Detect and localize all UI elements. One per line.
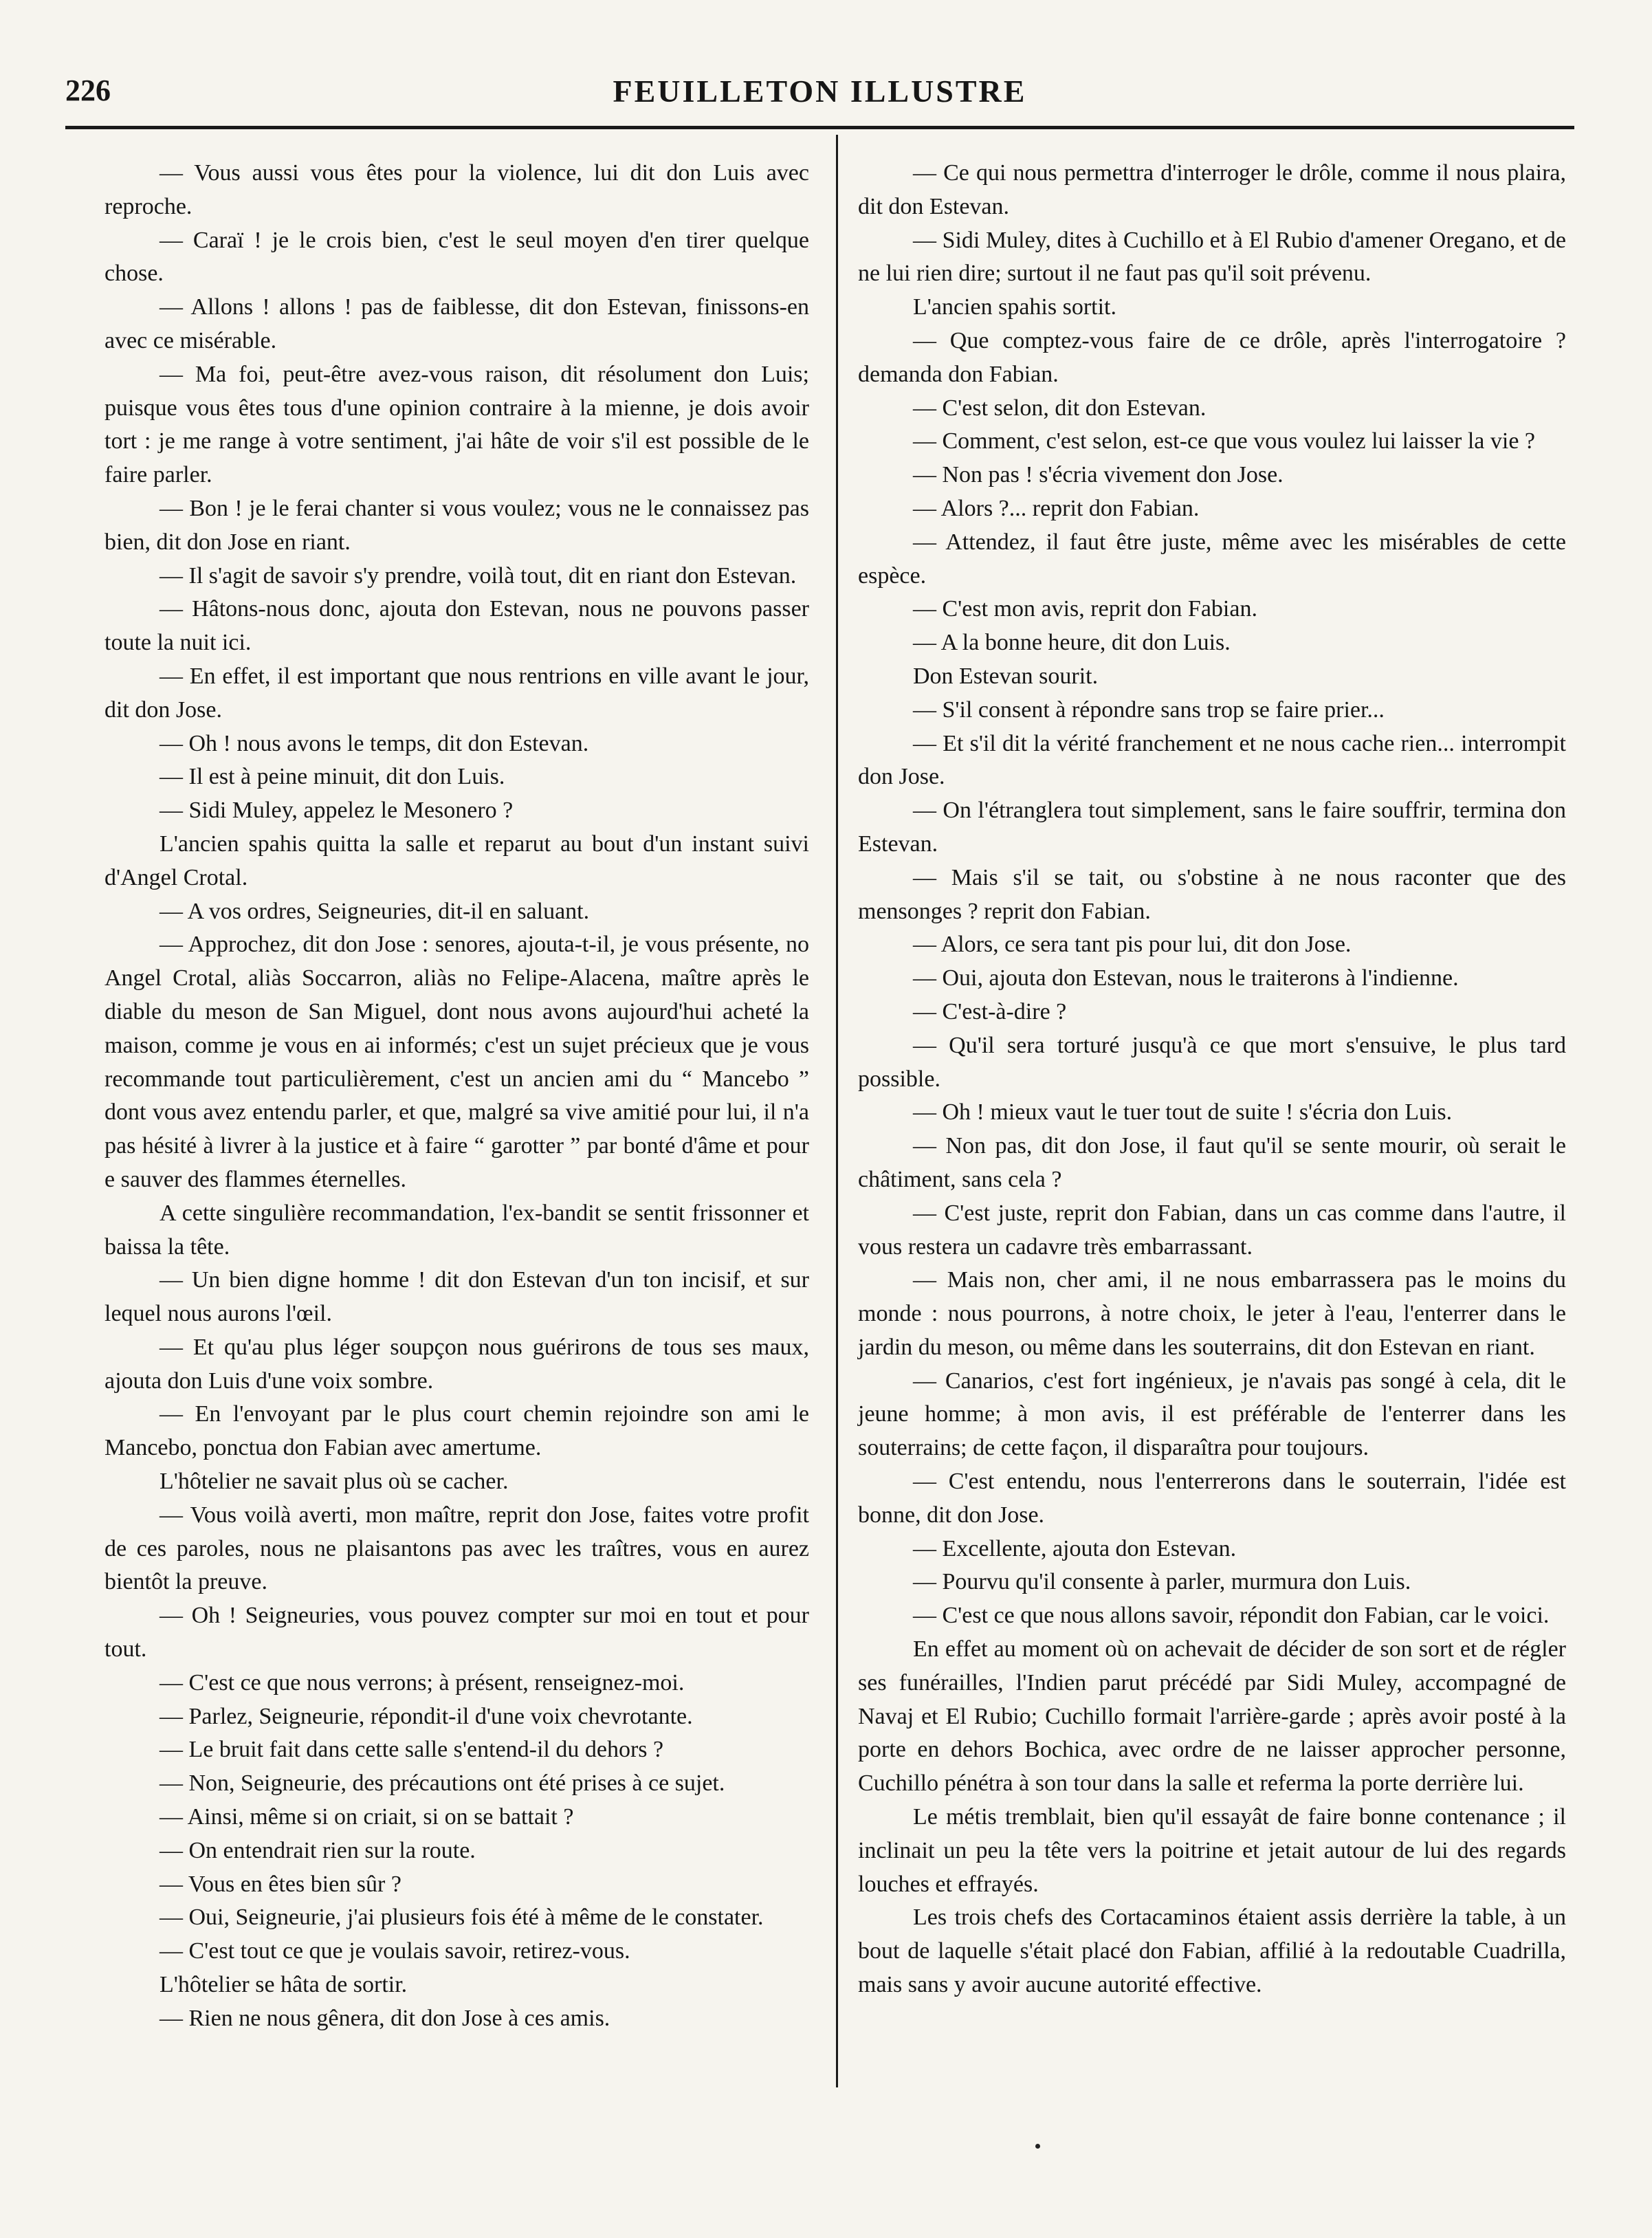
paragraph: L'ancien spahis quitta la salle et reparut au bout d'un instant suivi d'Angel Crotal. — [104, 831, 809, 890]
paragraph: A cette singulière recommandation, l'ex-bandit se sentit frissonner et baissa la tête. — [104, 1200, 809, 1260]
paragraph: — Oh ! nous avons le temps, dit don Estevan. — [159, 730, 589, 756]
paragraph: — A vos ordres, Seigneuries, dit-il en saluant. — [159, 898, 590, 924]
paragraph: — Non pas, dit don Jose, il faut qu'il se sente mourir, où serait le châtiment, sans cela ? — [858, 1133, 1566, 1192]
paragraph: — C'est ce que nous verrons; à présent, renseignez-moi. — [159, 1669, 685, 1696]
paragraph: — Excellente, ajouta don Estevan. — [913, 1535, 1237, 1561]
paragraph: — Et qu'au plus léger soupçon nous guérirons de tous ses maux, ajouta don Luis d'une voix sombre. — [104, 1334, 809, 1394]
paragraph: — Approchez, dit don Jose : senores, ajouta-t-il, je vous présente, no Angel Crotal, aliàs Soccarron, aliàs no Felipe-Alacena, maître après le diable du meson de San Miguel, dont nous avons aujourd'hui acheté la maison, comme je vous en ai informés; c'est un sujet précieux que je vous recommande tout particulièrement, c'est un ancien ami du “ Mancebo ” dont vous avez entendu parler, et que, malgré sa vive amitié pour lui, il n'a pas hésité à livrer à la justice et à faire “ garotter ” par bonté d'âme et pour e sauver des flammes éternelles. — [104, 932, 809, 1192]
paragraph: — Qu'il sera torturé jusqu'à ce que mort s'ensuive, le plus tard possible. — [858, 1032, 1566, 1092]
paragraph: — Hâtons-nous donc, ajouta don Estevan, nous ne pouvons passer toute la nuit ici. — [104, 596, 809, 656]
paragraph: — C'est selon, dit don Estevan. — [913, 395, 1207, 421]
left-column — [104, 157, 809, 2036]
paragraph: Le métis tremblait, bien qu'il essayât de faire bonne contenance ; il inclinait un peu la tête vers la poitrine et jetait autour de lui des regards louches et effrayés. — [858, 1804, 1566, 1897]
paragraph: — C'est mon avis, reprit don Fabian. — [913, 596, 1257, 622]
paragraph: — Il s'agit de savoir s'y prendre, voilà tout, dit en riant don Estevan. — [159, 562, 797, 589]
paragraph: — Non pas ! s'écria vivement don Jose. — [913, 462, 1284, 488]
paragraph: — Un bien digne homme ! dit don Estevan d'un ton incisif, et sur lequel nous aurons l'œil. — [104, 1267, 809, 1327]
paragraph: — Allons ! allons ! pas de faiblesse, dit don Estevan, finissons-en avec ce misérable. — [104, 294, 809, 353]
paragraph: — Alors, ce sera tant pis pour lui, dit don Jose. — [913, 932, 1352, 958]
right-column — [858, 157, 1566, 2002]
paragraph: — Attendez, il faut être juste, même avec les misérables de cette espèce. — [858, 529, 1566, 589]
paragraph: L'hôtelier se hâta de sortir. — [159, 1972, 408, 1998]
paragraph: — Oui, ajouta don Estevan, nous le traiterons à l'indienne. — [913, 965, 1459, 991]
paragraph: — Oui, Seigneurie, j'ai plusieurs fois été à même de le constater. — [159, 1905, 764, 1931]
paragraph: — Oh ! Seigneuries, vous pouvez compter sur moi en tout et pour tout. — [104, 1603, 809, 1663]
paragraph: — Il est à peine minuit, dit don Luis. — [159, 764, 505, 790]
paragraph: — C'est tout ce que je voulais savoir, retirez-vous. — [159, 1938, 630, 1964]
paragraph: — Mais s'il se tait, ou s'obstine à ne nous raconter que des mensonges ? reprit don Fabian. — [858, 864, 1566, 924]
paragraph: — C'est-à-dire ? — [913, 998, 1067, 1024]
paragraph: — Canarios, c'est fort ingénieux, je n'avais pas songé à cela, dit le jeune homme; à mon avis, il est préférable de l'enterrer dans les souterrains; de cette façon, il disparaîtra pour toujours. — [858, 1368, 1566, 1461]
paragraph: — En effet, il est important que nous rentrions en ville avant le jour, dit don Jose. — [104, 663, 809, 723]
paragraph: — En l'envoyant par le plus court chemin rejoindre son ami le Mancebo, ponctua don Fabian avec amertume. — [104, 1401, 809, 1461]
paragraph: — Alors ?... reprit don Fabian. — [913, 495, 1200, 521]
paragraph: — Oh ! mieux vaut le tuer tout de suite ! s'écria don Luis. — [913, 1099, 1453, 1126]
paragraph: — C'est ce que nous allons savoir, répondit don Fabian, car le voici. — [913, 1603, 1550, 1629]
paragraph: — Bon ! je le ferai chanter si vous voulez; vous ne le connaissez pas bien, dit don Jose en riant. — [104, 495, 809, 555]
page-number: 226 — [65, 74, 111, 107]
paragraph: — Vous voilà averti, mon maître, reprit don Jose, faites votre profit de ces paroles, nous ne plaisantons pas avec les traîtres, vous en aurez bientôt la preuve. — [104, 1502, 809, 1595]
paragraph: En effet au moment où on achevait de décider de son sort et de régler ses funérailles, l'Indien parut précédé par Sidi Muley, accompagné de Navaj et El Rubio; Cuchillo formait l'arrière-garde ; après avoir posté à la porte en dehors Bochica, avec ordre de ne laisser approcher personne, Cuchillo pénétra à son tour dans la salle et referma la porte derrière lui. — [858, 1636, 1566, 1797]
column-divider — [836, 135, 838, 2087]
header-rule — [65, 126, 1574, 129]
paragraph: — A la bonne heure, dit don Luis. — [913, 630, 1231, 656]
paragraph: — On l'étranglera tout simplement, sans le faire souffrir, termina don Estevan. — [858, 798, 1566, 857]
paragraph: — S'il consent à répondre sans trop se faire prier... — [913, 696, 1385, 723]
paragraph: — Caraï ! je le crois bien, c'est le seul moyen d'en tirer quelque chose. — [104, 227, 809, 287]
paragraph: — Mais non, cher ami, il ne nous embarrassera pas le moins du monde : nous pourrons, à notre choix, le jeter à l'eau, l'enterrer dans le jardin du meson, ou même dans les souterrains, dit don Estevan en riant. — [858, 1267, 1566, 1360]
paragraph: — On entendrait rien sur la route. — [159, 1837, 476, 1863]
paragraph: — Sidi Muley, dites à Cuchillo et à El Rubio d'amener Oregano, et de ne lui rien dire; surtout il ne faut pas qu'il soit prévenu. — [858, 227, 1566, 287]
paragraph: — C'est juste, reprit don Fabian, dans un cas comme dans l'autre, il vous restera un cadavre très embarrassant. — [858, 1200, 1566, 1260]
paragraph: Les trois chefs des Cortacaminos étaient assis derrière la table, à un bout de laquelle s'était placé don Fabian, affilié à la redoutable Cuadrilla, mais sans y avoir aucune autorité effective. — [858, 1905, 1566, 1998]
paragraph: L'ancien spahis sortit. — [913, 294, 1117, 320]
page-header — [65, 69, 1574, 120]
paragraph: — C'est entendu, nous l'enterrerons dans le souterrain, l'idée est bonne, dit don Jose. — [858, 1469, 1566, 1528]
paragraph: — Rien ne nous gênera, dit don Jose à ces amis. — [159, 2005, 610, 2031]
paragraph: — Ma foi, peut-être avez-vous raison, dit résolument don Luis; puisque vous êtes tous d'une opinion contraire à la mienne, je dois avoir tort : je me range à votre sentiment, j'ai hâte de voir s'il est possible de le faire parler. — [104, 361, 809, 488]
paragraph: — Vous aussi vous êtes pour la violence, lui dit don Luis avec reproche. — [104, 160, 809, 219]
running-title: FEUILLETON ILLUSTRE — [613, 74, 1027, 109]
paragraph: — Le bruit fait dans cette salle s'entend-il du dehors ? — [159, 1737, 664, 1763]
paragraph: — Non, Seigneurie, des précautions ont été prises à ce sujet. — [159, 1770, 725, 1797]
paragraph: — Sidi Muley, appelez le Mesonero ? — [159, 798, 514, 824]
paragraph: — Comment, c'est selon, est-ce que vous voulez lui laisser la vie ? — [913, 428, 1536, 454]
paragraph: — Ce qui nous permettra d'interroger le drôle, comme il nous plaira, dit don Estevan. — [858, 160, 1566, 219]
paragraph: L'hôtelier ne savait plus où se cacher. — [159, 1469, 509, 1495]
paragraph: — Que comptez-vous faire de ce drôle, après l'interrogatoire ? demanda don Fabian. — [858, 327, 1566, 387]
paragraph: — Parlez, Seigneurie, répondit-il d'une voix chevrotante. — [159, 1703, 693, 1729]
paragraph: Don Estevan sourit. — [913, 663, 1099, 689]
paragraph: — Et s'il dit la vérité franchement et ne nous cache rien... interrompit don Jose. — [858, 730, 1566, 790]
paragraph: — Ainsi, même si on criait, si on se battait ? — [159, 1804, 574, 1830]
paragraph: — Vous en êtes bien sûr ? — [159, 1871, 401, 1897]
paragraph: — Pourvu qu'il consente à parler, murmura don Luis. — [913, 1569, 1411, 1595]
ink-dot — [1035, 2144, 1040, 2149]
